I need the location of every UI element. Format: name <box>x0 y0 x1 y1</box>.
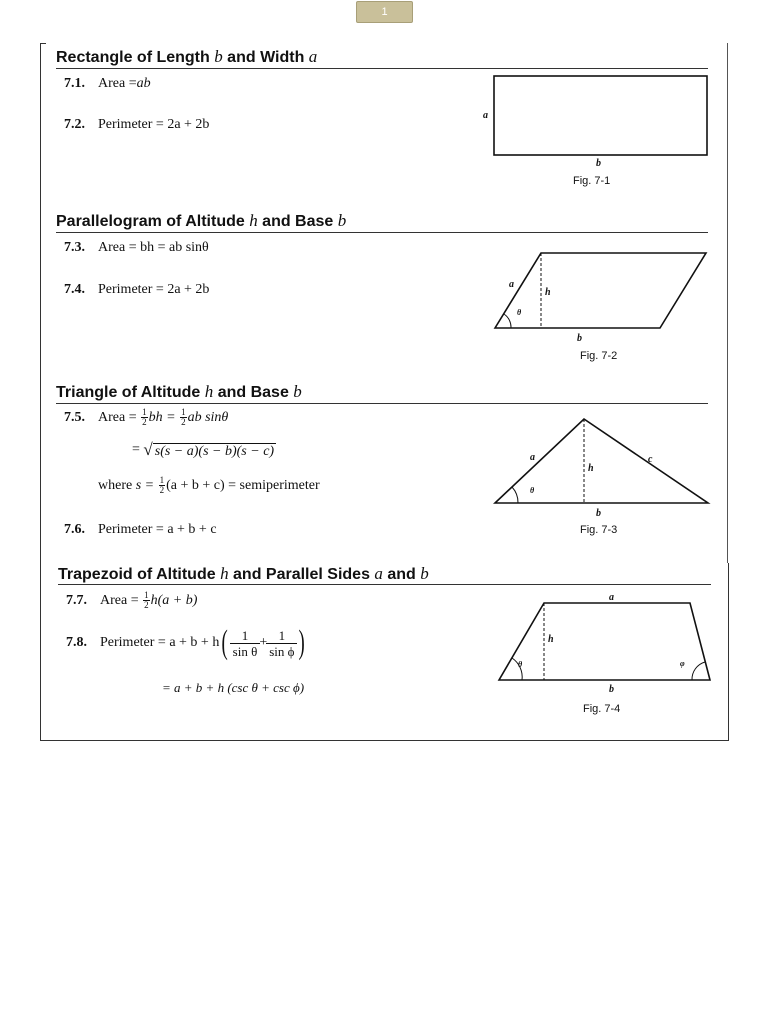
formula-7-1 <box>64 76 151 92</box>
fraction-half <box>141 408 148 427</box>
formula-7-8-csc <box>162 680 304 696</box>
label-c: c <box>648 454 653 465</box>
label-theta: θ <box>517 308 522 317</box>
section-rule <box>56 232 708 233</box>
formula-text: Area = <box>98 409 137 425</box>
formula-7-6 <box>64 522 217 538</box>
fraction-numerator: 1 <box>181 407 186 417</box>
angle-arc <box>504 314 511 328</box>
radicand: s(s − a)(s − b)(s − c) <box>154 444 275 459</box>
heading-var: a <box>308 47 318 66</box>
formula-text: Area = bh = ab sinθ <box>98 240 209 255</box>
square-root <box>143 440 276 460</box>
figure-trapezoid <box>485 590 725 700</box>
fraction-numerator: 1 <box>142 407 147 417</box>
formula-expr: h(a + b) <box>150 592 198 608</box>
fraction-denominator: 2 <box>159 485 165 495</box>
label-h: h <box>545 287 551 298</box>
label-b: b <box>609 684 614 695</box>
figure-triangle <box>480 410 720 520</box>
heading-var: b <box>293 382 302 401</box>
formula-expr: s = <box>135 477 155 493</box>
label-a: a <box>609 592 614 603</box>
fraction-numerator: 1 <box>230 628 261 644</box>
section-rule <box>56 403 708 404</box>
section-heading-rectangle <box>56 47 317 67</box>
frame-right-border <box>727 43 728 563</box>
formula-7-7 <box>66 591 197 610</box>
heading-var: h <box>204 382 214 401</box>
figure-caption: Fig. 7-2 <box>580 350 618 362</box>
formula-number: 7.8. <box>66 635 87 650</box>
formula-7-3 <box>64 240 209 256</box>
fraction-one-over-sin-phi <box>269 628 294 659</box>
fraction-numerator: 1 <box>159 475 165 485</box>
fraction-denominator: sin θ <box>232 643 258 659</box>
section-heading-trapezoid <box>58 564 429 584</box>
frame-left-border <box>40 43 41 741</box>
formula-7-8 <box>66 626 308 660</box>
frame-right-border-lower <box>728 563 729 741</box>
fraction-half <box>159 476 166 495</box>
formula-number: 7.1. <box>64 76 85 91</box>
formula-text: (a + b + c) = semiperimeter <box>166 477 320 493</box>
formula-text: where <box>98 477 133 493</box>
formula-7-4 <box>64 282 209 298</box>
heading-text: and <box>382 566 421 583</box>
section-heading-parallelogram <box>56 211 346 231</box>
heading-var: h <box>220 564 229 583</box>
formula-7-5 <box>64 408 228 427</box>
heading-text: and Base <box>257 213 338 230</box>
fraction-half <box>180 408 187 427</box>
figure-parallelogram <box>480 245 720 345</box>
fraction-one-over-sin-theta <box>233 628 258 659</box>
page-number-badge: 1 <box>356 1 413 23</box>
formula-text: Perimeter = 2a + 2b <box>98 282 210 297</box>
formula-7-5-where <box>98 476 320 495</box>
label-b: b <box>577 333 582 344</box>
triangle-shape <box>495 419 708 503</box>
formula-text: = <box>132 442 140 457</box>
frame-corner-tick <box>40 43 46 44</box>
section-rule <box>58 584 711 585</box>
label-phi: φ <box>680 659 685 668</box>
figure-caption: Fig. 7-1 <box>573 175 611 187</box>
heading-text: and Parallel Sides <box>228 566 375 583</box>
label-theta: θ <box>530 486 535 495</box>
label-b: b <box>596 158 601 169</box>
formula-number: 7.4. <box>64 282 85 297</box>
figure-caption: Fig. 7-4 <box>583 703 621 715</box>
formula-7-5-sqrt <box>132 440 276 460</box>
heading-var: b <box>214 47 223 66</box>
label-h: h <box>548 634 554 645</box>
formula-number: 7.3. <box>64 240 85 255</box>
formula-expr: bh = <box>148 409 176 425</box>
radical-sign: √ <box>143 440 153 459</box>
formula-expr: ab sinθ <box>187 409 229 425</box>
figure-rectangle <box>480 70 720 170</box>
label-a: a <box>509 279 514 290</box>
heading-text: Triangle of Altitude <box>56 384 205 401</box>
label-a: a <box>483 110 488 121</box>
formula-number: 7.5. <box>64 409 85 425</box>
label-a: a <box>530 452 535 463</box>
label-theta: θ <box>518 660 523 669</box>
angle-arc <box>512 487 518 503</box>
plus-sign: + <box>259 635 268 650</box>
heading-var: h <box>249 211 258 230</box>
parallelogram-shape <box>495 253 706 328</box>
angle-arc-phi <box>692 662 705 680</box>
right-paren: ) <box>299 624 306 661</box>
formula-expr: ab <box>136 76 151 91</box>
formula-text: Perimeter = a + b + c <box>98 522 217 537</box>
heading-var: a <box>374 564 383 583</box>
figure-caption: Fig. 7-3 <box>580 524 618 536</box>
fraction-denominator: 2 <box>181 417 186 427</box>
section-heading-triangle <box>56 382 302 402</box>
formula-number: 7.6. <box>64 522 85 537</box>
fraction-denominator: sin ϕ <box>269 643 295 659</box>
fraction-denominator: 2 <box>142 417 147 427</box>
formula-text: Area = <box>98 76 137 91</box>
fraction-half <box>143 591 150 610</box>
formula-text: Area = <box>100 592 139 608</box>
formula-number: 7.7. <box>66 592 87 608</box>
heading-text: and Base <box>213 384 294 401</box>
formula-7-2 <box>64 117 209 133</box>
fraction-denominator: 2 <box>144 600 149 610</box>
section-rule <box>56 68 708 69</box>
frame-bottom-border <box>40 740 729 741</box>
heading-text: Trapezoid of Altitude <box>58 566 221 583</box>
label-b: b <box>596 508 601 519</box>
label-h: h <box>588 463 594 474</box>
formula-text: Perimeter = 2a + 2b <box>98 117 210 132</box>
trapezoid-shape <box>499 603 710 680</box>
rectangle-shape <box>494 76 707 155</box>
heading-text: Rectangle of Length <box>56 49 215 66</box>
heading-text: and Width <box>222 49 309 66</box>
formula-number: 7.2. <box>64 117 85 132</box>
heading-var: b <box>337 211 347 230</box>
fraction-numerator: 1 <box>144 590 149 600</box>
formula-expr: = a + b + h (csc θ + csc ϕ) <box>162 680 305 695</box>
heading-var: b <box>420 564 429 583</box>
heading-text: Parallelogram of Altitude <box>56 213 250 230</box>
left-paren: ( <box>221 624 229 661</box>
fraction-numerator: 1 <box>266 628 297 644</box>
formula-text: Perimeter = a + b + h <box>100 635 220 650</box>
